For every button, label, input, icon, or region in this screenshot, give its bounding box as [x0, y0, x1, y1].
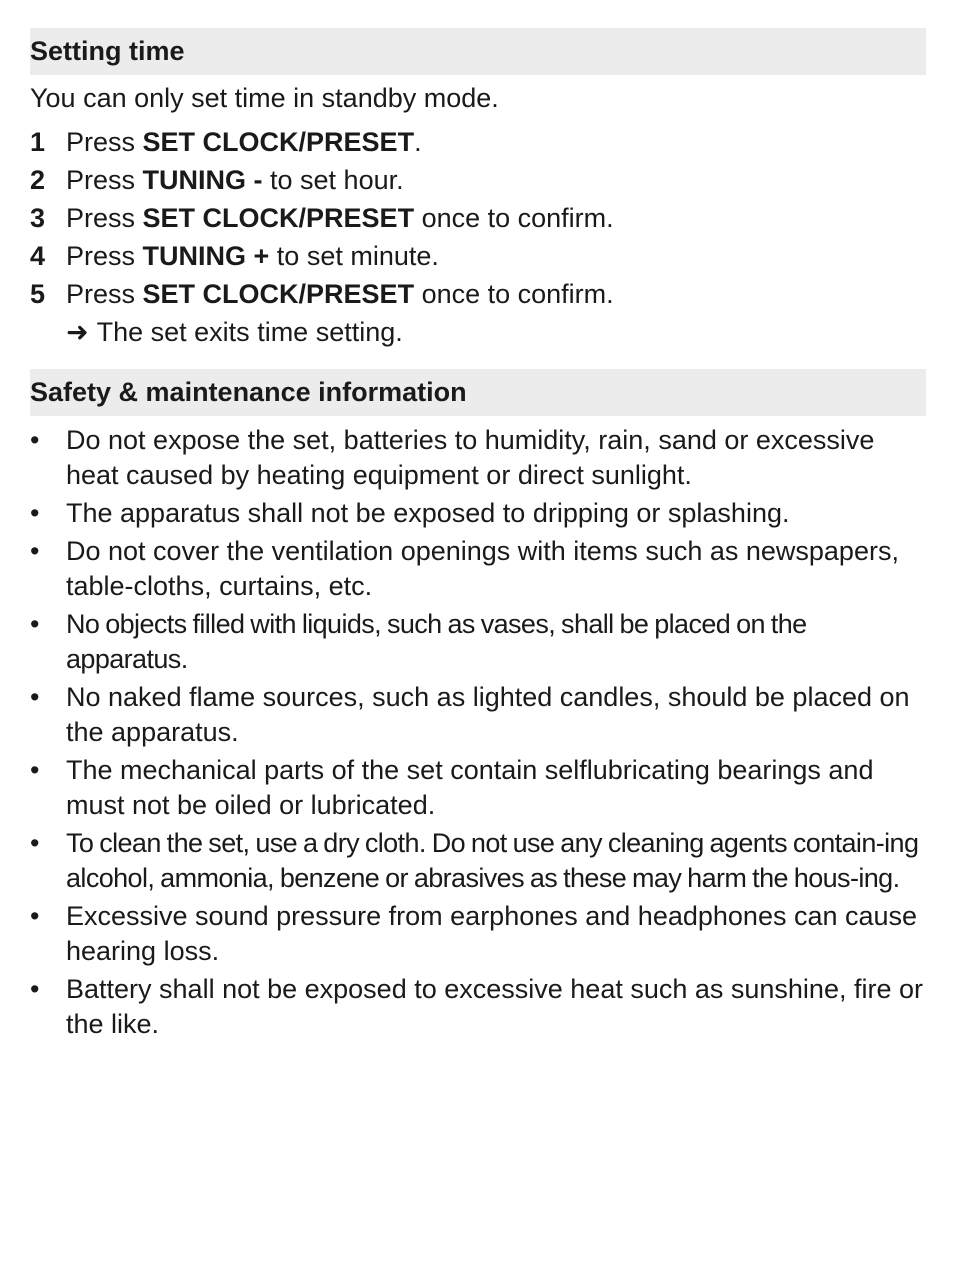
steps-list	[30, 123, 930, 313]
bullet-icon: •	[30, 828, 40, 858]
list-item-text: The mechanical parts of the set contain selflubricating bearings and must not be oiled or lubricated.	[66, 755, 874, 820]
step-item	[30, 237, 930, 275]
step-text: Press SET CLOCK/PRESET once to confirm.	[66, 203, 614, 233]
list-item-text: Do not cover the ventilation openings with items such as newspapers, table-cloths, curtains, etc.	[66, 536, 899, 601]
list-item-text: Battery shall not be exposed to excessive heat such as sunshine, fire or the like.	[66, 974, 923, 1039]
list-item-text: No objects filled with liquids, such as vases, shall be placed on the apparatus.	[66, 609, 807, 674]
step-number: 5	[30, 279, 46, 309]
list-item-text: Excessive sound pressure from earphones and headphones can cause hearing loss.	[66, 901, 918, 966]
step-text: Press TUNING - to set hour.	[66, 165, 404, 195]
intro-text: You can only set time in standby mode.	[30, 83, 499, 113]
step-item	[30, 199, 930, 237]
step-number: 2	[30, 165, 46, 195]
step-text: Press TUNING + to set minute.	[66, 241, 439, 271]
list-item	[30, 607, 930, 677]
step-text: Press SET CLOCK/PRESET once to confirm.	[66, 279, 614, 309]
list-item-text: To clean the set, use a dry cloth. Do not use any cleaning agents contain-ing alcohol, ammonia, benzene or abrasives as these may harm the hous-ing.	[66, 828, 919, 893]
step-item	[30, 161, 930, 199]
section-title: Setting time	[30, 36, 185, 66]
section-heading-safety	[30, 369, 926, 416]
list-item	[30, 899, 930, 969]
step-control-name: SET CLOCK/PRESET	[142, 127, 415, 157]
section-title: Safety & maintenance information	[30, 377, 467, 407]
step-number: 4	[30, 241, 46, 271]
step-item	[30, 123, 930, 161]
section-heading-setting-time	[30, 28, 926, 75]
bullet-icon: •	[30, 755, 40, 785]
step-text: Press SET CLOCK/PRESET.	[66, 127, 422, 157]
step-number: 3	[30, 203, 46, 233]
step-control-name: TUNING -	[142, 165, 263, 195]
safety-list	[30, 423, 930, 1045]
list-item	[30, 534, 930, 604]
list-item	[30, 753, 930, 823]
bullet-icon: •	[30, 425, 40, 455]
bullet-icon: •	[30, 498, 40, 528]
step-control-name: SET CLOCK/PRESET	[142, 279, 415, 309]
step-result	[66, 313, 403, 351]
list-item-text: No naked flame sources, such as lighted candles, should be placed on the apparatus.	[66, 682, 910, 747]
result-text: The set exits time setting.	[96, 317, 403, 347]
list-item	[30, 680, 930, 750]
list-item	[30, 423, 930, 493]
step-number: 1	[30, 127, 46, 157]
list-item-text: The apparatus shall not be exposed to dripping or splashing.	[66, 498, 790, 528]
bullet-icon: •	[30, 609, 40, 639]
arrow-right-icon: ➜	[66, 317, 89, 347]
bullet-icon: •	[30, 974, 40, 1004]
bullet-icon: •	[30, 901, 40, 931]
bullet-icon: •	[30, 536, 40, 566]
list-item	[30, 496, 930, 531]
step-item	[30, 275, 930, 313]
bullet-icon: •	[30, 682, 40, 712]
step-control-name: TUNING +	[142, 241, 270, 271]
list-item-text: Do not expose the set, batteries to humidity, rain, sand or excessive heat caused by heating equipment or direct sunlight.	[66, 425, 875, 490]
list-item	[30, 972, 930, 1042]
step-control-name: SET CLOCK/PRESET	[142, 203, 415, 233]
list-item	[30, 826, 930, 896]
